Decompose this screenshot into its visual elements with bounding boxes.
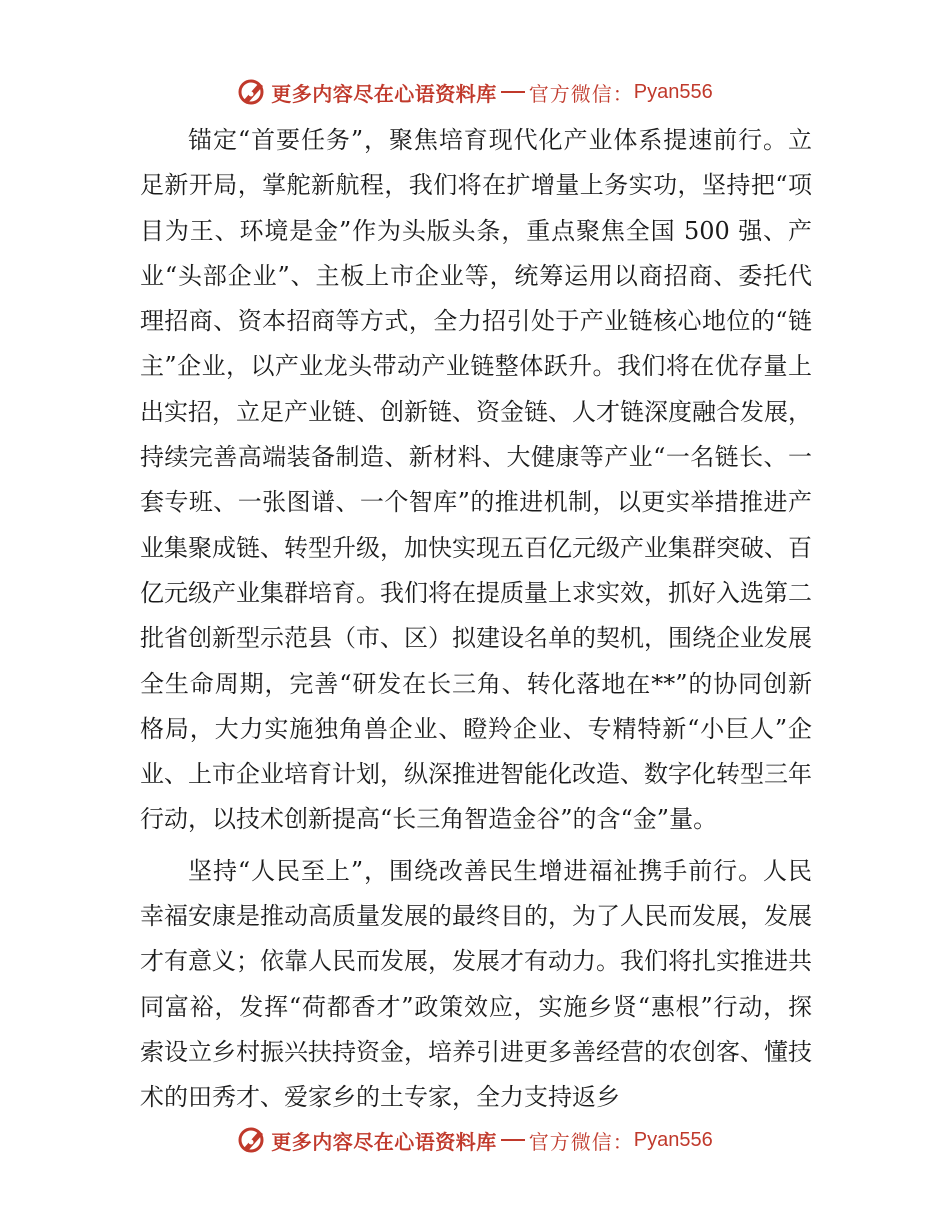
footer-banner [0, 1120, 950, 1160]
pen-logo-icon [237, 1125, 267, 1155]
banner-site-text: 更多内容尽在心语资料库 [271, 1129, 497, 1154]
banner-wechat-id: Pyan556 [633, 1128, 713, 1151]
header-banner [0, 72, 950, 112]
paragraph-2: 坚持“人民至上”，围绕改善民生增进福祉携手前行。人民幸福安康是推动高质量发展的最终目的，为了人民而发展，发展才有意义；依靠人民而发展，发展才有动力。我们将扎实推进共同富裕，发挥“荷都香才”政策效应，实施乡贤“惠根”行动，探索设立乡村振兴扶持资金，培养引进更多善经营的农创客、懂技术的田秀才、爱家乡的土专家，全力支持返乡 [140, 856, 812, 1112]
banner-wechat-label: 官方微信： [528, 81, 634, 106]
banner-divider [501, 1139, 525, 1141]
banner-site-text: 更多内容尽在心语资料库 [271, 81, 497, 106]
banner-wechat-id: Pyan556 [633, 80, 713, 103]
pen-logo-icon [237, 77, 267, 107]
document-body [140, 118, 812, 1121]
banner-divider [501, 91, 525, 93]
paragraph-1: 锚定“首要任务”，聚焦培育现代化产业体系提速前行。立足新开局，掌舵新航程，我们将在扩增量上务实功，坚持把“项目为王、环境是金”作为头版头条，重点聚焦全国 500 强、产业“头部企业”、主板上市企业等，统筹运用以商招商、委托代理招商、资本招商等方式，全力招引处于产业链核心地位的“链主”企业，以产业龙头带动产业链整体跃升。我们将在优存量上出实招，立足产业链、创新链、资金链、人才链深度融合发展，持续完善高端装备制造、新材料、大健康等产业“一名链长、一套专班、一张图谱、一个智库”的推进机制，以更实举措推进产业集聚成链、转型升级，加快实现五百亿元级产业集群突破、百亿元级产业集群培育。我们将在提质量上求实效，抓好入选第二批省创新型示范县（市、区）拟建设名单的契机，围绕企业发展全生命周期，完善“研发在长三角、转化落地在**”的协同创新格局，大力实施独角兽企业、瞪羚企业、专精特新“小巨人”企业、上市企业培育计划，纵深推进智能化改造、数字化转型三年行动，以技术创新提高“长三角智造金谷”的含“金”量。 [140, 126, 812, 834]
banner-wechat-label: 官方微信： [528, 1129, 634, 1154]
